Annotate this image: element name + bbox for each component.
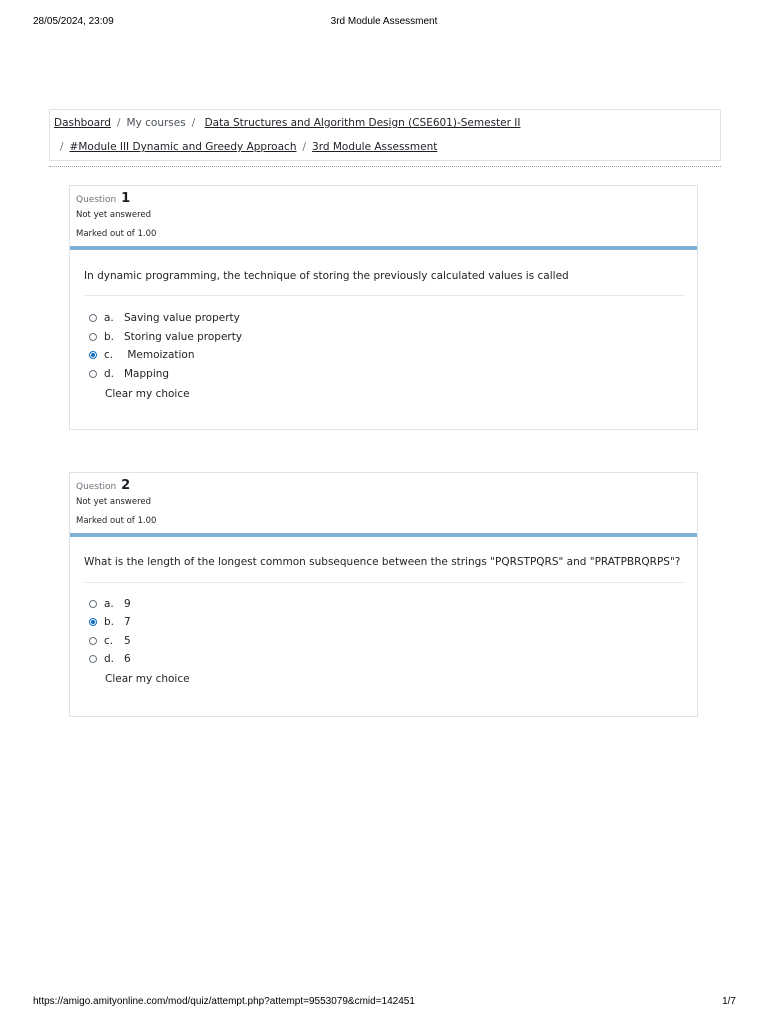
breadcrumb-separator: / — [60, 141, 64, 153]
radio-button[interactable] — [89, 655, 97, 663]
print-header — [0, 16, 768, 30]
question-accent-bar — [70, 533, 697, 537]
question-grade: Marked out of 1.00 — [76, 229, 157, 239]
option-text: 9 — [124, 598, 131, 610]
breadcrumb-separator: / — [191, 117, 196, 129]
option-letter: a. — [104, 598, 114, 610]
question-divider — [84, 295, 685, 296]
question-state: Not yet answered — [76, 210, 152, 220]
option-letter: d. — [104, 653, 115, 665]
radio-button[interactable] — [89, 600, 97, 608]
question-text: What is the length of the longest common subsequence between the strings "PQRSTPQRS" and "PRATPBRQRPS"? — [84, 556, 681, 568]
option-text: 6 — [124, 653, 131, 665]
option-text: Memoization — [124, 349, 195, 361]
answer-option-d[interactable] — [89, 651, 131, 667]
clear-choice-link[interactable]: Clear my choice — [105, 673, 190, 685]
option-text: 5 — [124, 635, 131, 647]
option-text: Storing value property — [124, 331, 243, 343]
option-text: 7 — [124, 616, 131, 628]
breadcrumb-row — [54, 117, 520, 131]
option-letter: d. — [104, 368, 115, 380]
radio-button[interactable] — [89, 370, 97, 378]
breadcrumb-course-link[interactable]: Data Structures and Algorithm Design (CSE601)-Semester II — [204, 117, 521, 129]
question-card — [69, 185, 698, 430]
answer-option-a[interactable] — [89, 596, 131, 612]
answer-option-b[interactable] — [89, 329, 242, 345]
print-datetime: 28/05/2024, 23:09 — [33, 16, 114, 27]
question-number-value: 1 — [121, 191, 131, 206]
question-grade: Marked out of 1.00 — [76, 516, 157, 526]
option-letter: b. — [104, 616, 115, 628]
question-number — [76, 191, 130, 206]
answer-option-c[interactable] — [89, 633, 131, 649]
radio-button-checked[interactable] — [89, 351, 97, 359]
option-letter: b. — [104, 331, 115, 343]
question-text: In dynamic programming, the technique of storing the previously calculated values is called — [84, 270, 569, 282]
breadcrumb-separator: / — [302, 141, 307, 153]
question-card — [69, 472, 698, 717]
answer-option-b[interactable] — [89, 614, 131, 630]
option-letter: c. — [104, 349, 114, 361]
radio-button[interactable] — [89, 333, 97, 341]
breadcrumb-my-courses: My courses — [126, 117, 186, 129]
question-accent-bar — [70, 246, 697, 250]
option-text: Saving value property — [124, 312, 240, 324]
clear-choice-link[interactable]: Clear my choice — [105, 388, 190, 400]
breadcrumb-separator: / — [116, 117, 121, 129]
breadcrumb-dashboard-link[interactable]: Dashboard — [54, 117, 111, 129]
option-letter: a. — [104, 312, 114, 324]
question-number — [76, 478, 130, 493]
answer-option-a[interactable] — [89, 310, 240, 326]
answer-option-c[interactable] — [89, 347, 195, 363]
print-footer — [0, 996, 768, 1010]
breadcrumb-module-link[interactable]: #Module III Dynamic and Greedy Approach — [69, 141, 297, 153]
breadcrumb-assessment-link[interactable]: 3rd Module Assessment — [312, 141, 438, 153]
question-label: Question — [76, 195, 117, 205]
question-info — [70, 473, 697, 533]
print-url: https://amigo.amityonline.com/mod/quiz/attempt.php?attempt=9553079&cmid=142451 — [33, 996, 415, 1007]
divider — [49, 166, 721, 167]
question-info — [70, 186, 697, 246]
breadcrumb — [49, 109, 721, 161]
question-state: Not yet answered — [76, 497, 152, 507]
question-label: Question — [76, 482, 117, 492]
radio-button[interactable] — [89, 314, 97, 322]
breadcrumb-row — [54, 141, 437, 155]
question-divider — [84, 582, 685, 583]
radio-button-checked[interactable] — [89, 618, 97, 626]
radio-button[interactable] — [89, 637, 97, 645]
print-page-number: 1/7 — [722, 996, 736, 1007]
question-number-value: 2 — [121, 478, 131, 493]
answer-option-d[interactable] — [89, 366, 169, 382]
option-letter: c. — [104, 635, 114, 647]
option-text: Mapping — [124, 368, 170, 380]
print-title: 3rd Module Assessment — [330, 16, 438, 27]
